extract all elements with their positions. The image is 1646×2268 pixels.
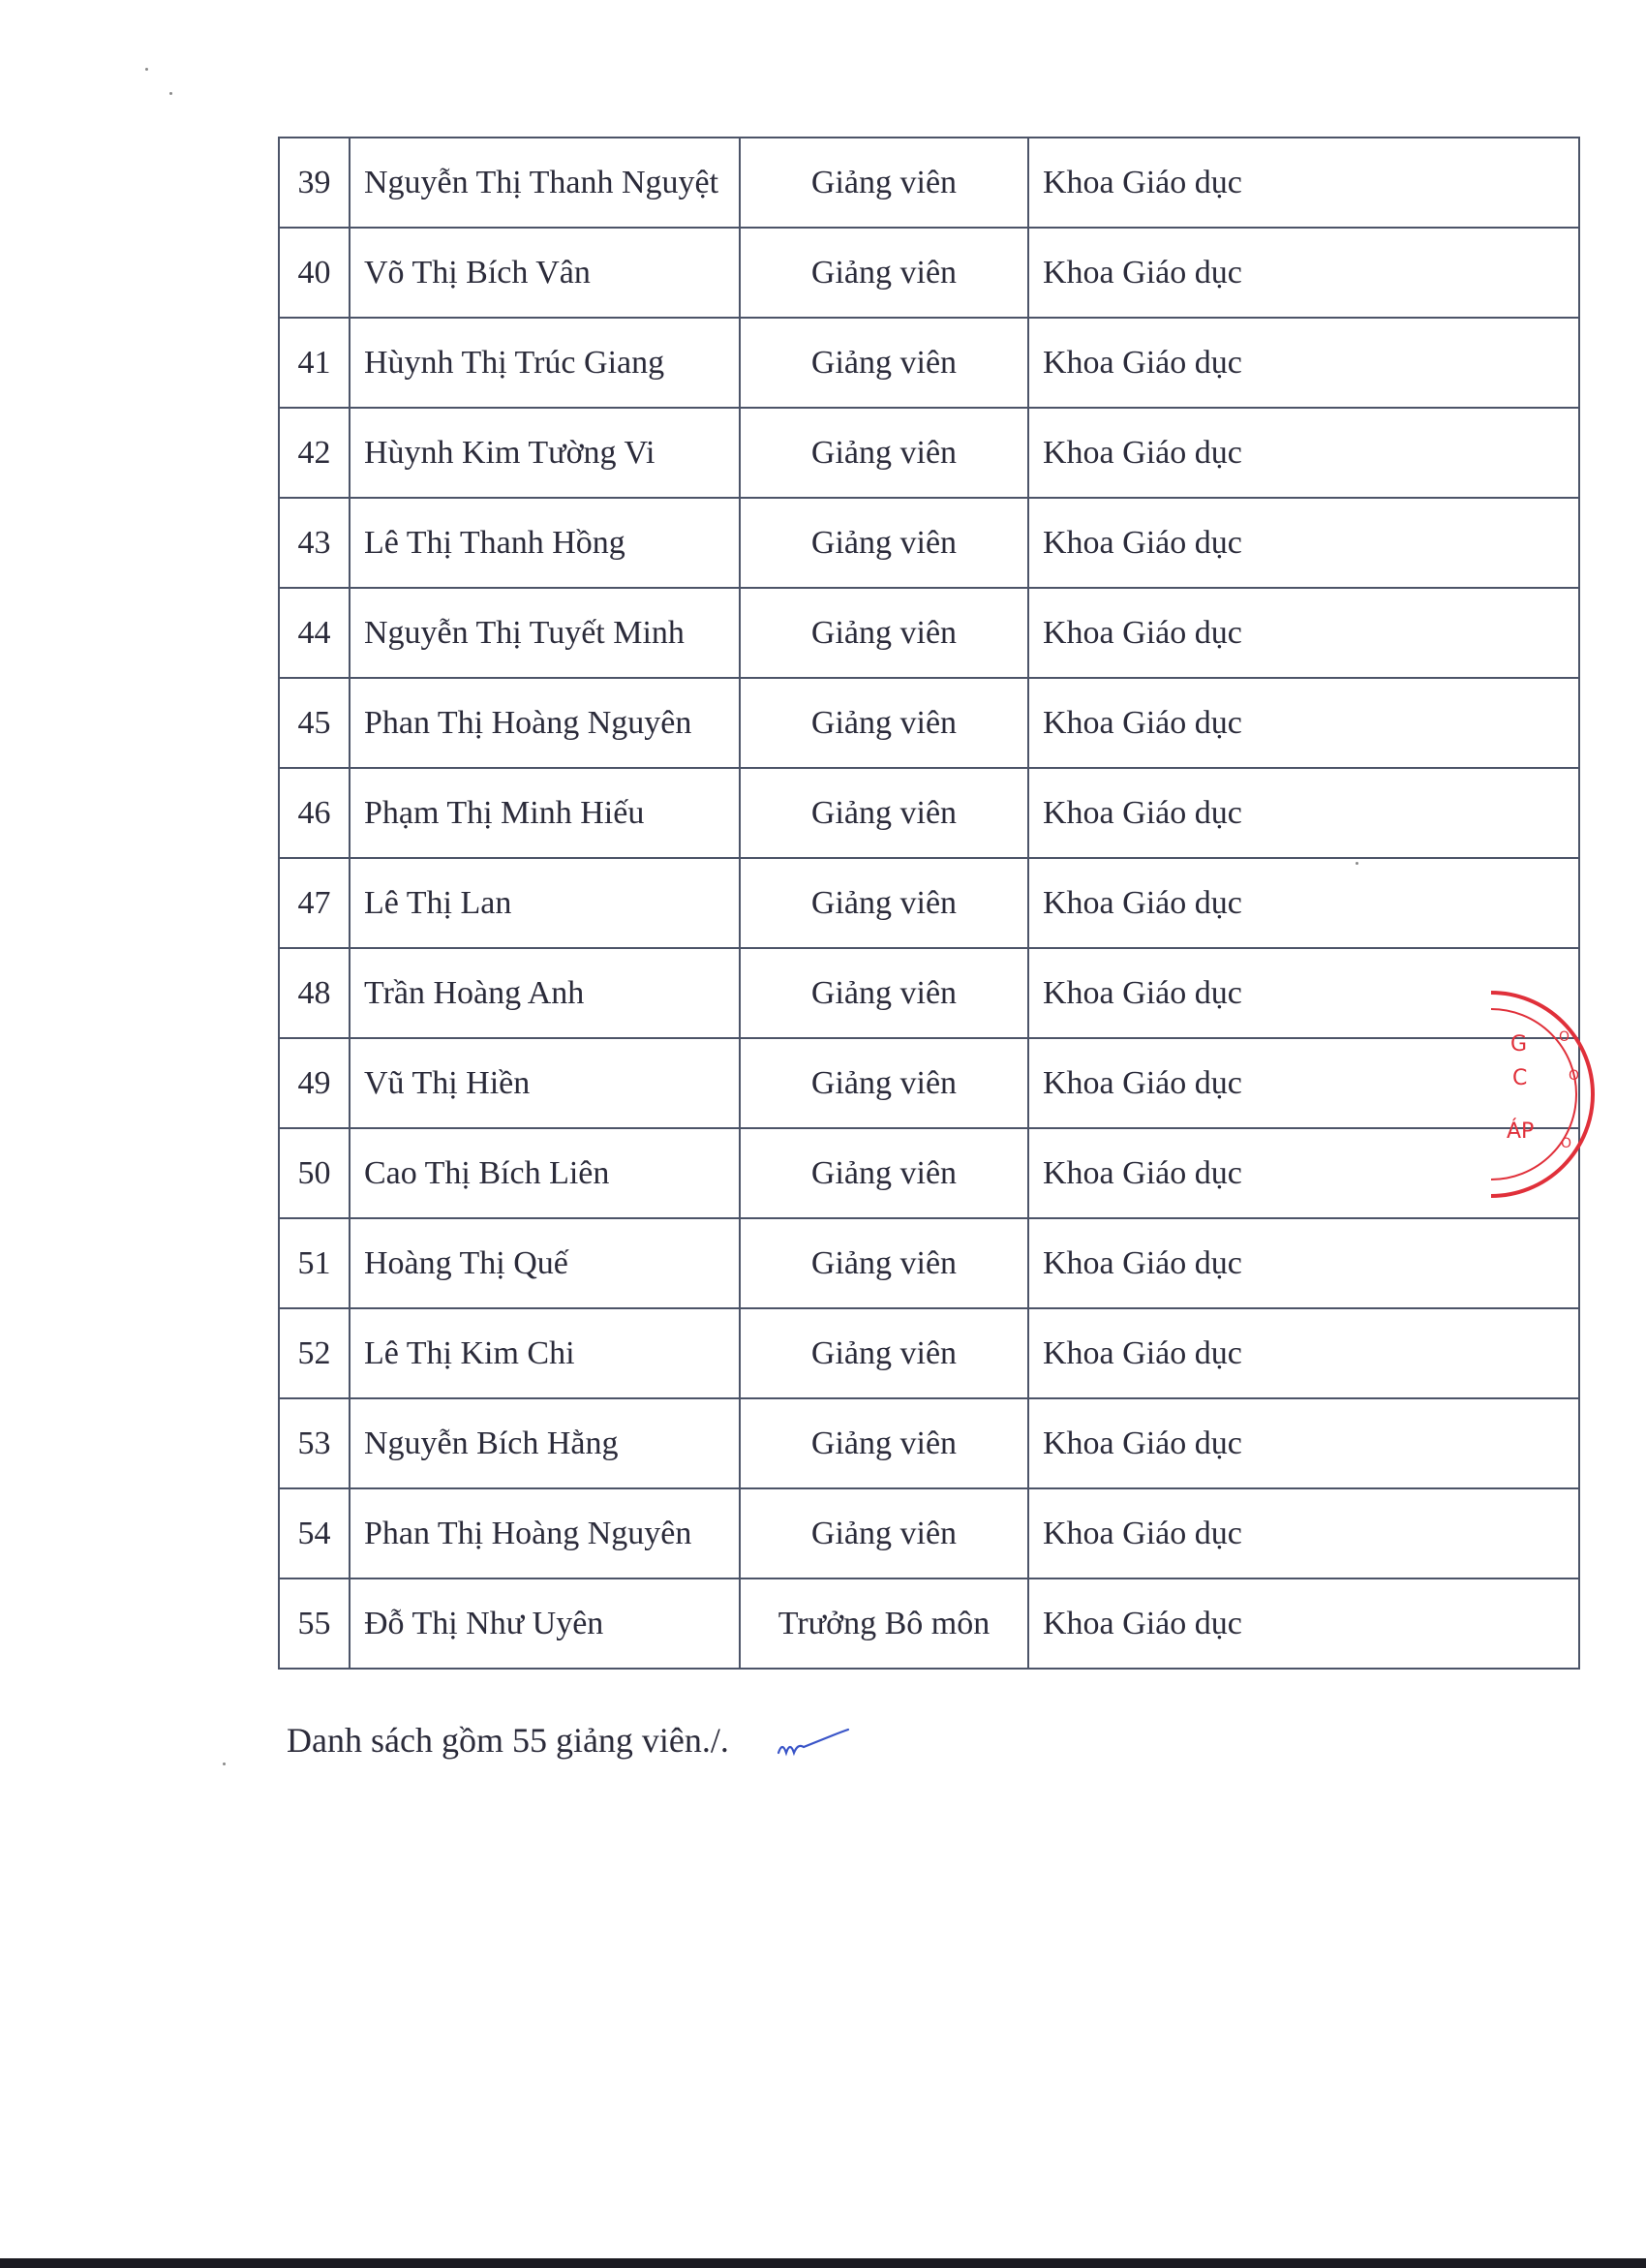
table-row bbox=[279, 678, 1579, 768]
stt-cell: 54 bbox=[279, 1488, 350, 1578]
official-seal-stamp bbox=[1491, 959, 1607, 1230]
unit-cell: Khoa Giáo dục bbox=[1028, 678, 1579, 768]
table-row bbox=[279, 408, 1579, 498]
name-cell: Hoàng Thị Quế bbox=[350, 1218, 740, 1308]
stt-cell: 50 bbox=[279, 1128, 350, 1218]
name-cell: Phạm Thị Minh Hiếu bbox=[350, 768, 740, 858]
table-row bbox=[279, 858, 1579, 948]
stt-cell: 45 bbox=[279, 678, 350, 768]
name-cell: Hùynh Thị Trúc Giang bbox=[350, 318, 740, 408]
position-cell: Giảng viên bbox=[740, 768, 1028, 858]
position-cell: Giảng viên bbox=[740, 1218, 1028, 1308]
unit-cell: Khoa Giáo dục bbox=[1028, 1038, 1579, 1128]
stt-cell: 52 bbox=[279, 1308, 350, 1398]
table-row bbox=[279, 498, 1579, 588]
stt-cell: 42 bbox=[279, 408, 350, 498]
name-cell: Nguyễn Bích Hằng bbox=[350, 1398, 740, 1488]
stt-cell: 51 bbox=[279, 1218, 350, 1308]
closing-note: Danh sách gồm 55 giảng viên./. bbox=[287, 1721, 729, 1760]
position-cell: Giảng viên bbox=[740, 948, 1028, 1038]
svg-text:ÁP: ÁP bbox=[1507, 1119, 1535, 1144]
name-cell: Lê Thị Lan bbox=[350, 858, 740, 948]
name-cell: Hùynh Kim Tường Vi bbox=[350, 408, 740, 498]
scan-speck bbox=[223, 1762, 226, 1765]
name-cell: Trần Hoàng Anh bbox=[350, 948, 740, 1038]
name-cell: Võ Thị Bích Vân bbox=[350, 228, 740, 318]
position-cell: Trưởng Bô môn bbox=[740, 1578, 1028, 1669]
unit-cell: Khoa Giáo dục bbox=[1028, 498, 1579, 588]
unit-cell: Khoa Giáo dục bbox=[1028, 408, 1579, 498]
svg-text:O: O bbox=[1559, 1029, 1570, 1045]
unit-cell: Khoa Giáo dục bbox=[1028, 1308, 1579, 1398]
position-cell: Giảng viên bbox=[740, 1308, 1028, 1398]
scan-speck bbox=[145, 68, 148, 71]
name-cell: Phan Thị Hoàng Nguyên bbox=[350, 1488, 740, 1578]
scan-edge-bar bbox=[0, 2258, 1646, 2268]
table-row bbox=[279, 948, 1579, 1038]
table-row bbox=[279, 588, 1579, 678]
position-cell: Giảng viên bbox=[740, 1488, 1028, 1578]
stt-cell: 53 bbox=[279, 1398, 350, 1488]
unit-cell: Khoa Giáo dục bbox=[1028, 1578, 1579, 1669]
stt-cell: 46 bbox=[279, 768, 350, 858]
position-cell: Giảng viên bbox=[740, 1128, 1028, 1218]
name-cell: Nguyễn Thị Thanh Nguyệt bbox=[350, 138, 740, 228]
stt-cell: 39 bbox=[279, 138, 350, 228]
unit-cell: Khoa Giáo dục bbox=[1028, 768, 1579, 858]
scan-speck bbox=[1356, 862, 1358, 865]
name-cell: Lê Thị Kim Chi bbox=[350, 1308, 740, 1398]
position-cell: Giảng viên bbox=[740, 1038, 1028, 1128]
table-row bbox=[279, 1308, 1579, 1398]
table-row bbox=[279, 318, 1579, 408]
stt-cell: 43 bbox=[279, 498, 350, 588]
table-row bbox=[279, 1128, 1579, 1218]
name-cell: Đỗ Thị Như Uyên bbox=[350, 1578, 740, 1669]
stt-cell: 49 bbox=[279, 1038, 350, 1128]
position-cell: Giảng viên bbox=[740, 138, 1028, 228]
name-cell: Lê Thị Thanh Hồng bbox=[350, 498, 740, 588]
position-cell: Giảng viên bbox=[740, 588, 1028, 678]
table-row bbox=[279, 228, 1579, 318]
unit-cell: Khoa Giáo dục bbox=[1028, 1398, 1579, 1488]
unit-cell: Khoa Giáo dục bbox=[1028, 1488, 1579, 1578]
table-row bbox=[279, 1218, 1579, 1308]
unit-cell: Khoa Giáo dục bbox=[1028, 948, 1579, 1038]
stt-cell: 48 bbox=[279, 948, 350, 1038]
name-cell: Vũ Thị Hiền bbox=[350, 1038, 740, 1128]
unit-cell: Khoa Giáo dục bbox=[1028, 138, 1579, 228]
table-row bbox=[279, 1038, 1579, 1128]
staff-table-container bbox=[278, 137, 1578, 1670]
unit-cell: Khoa Giáo dục bbox=[1028, 1128, 1579, 1218]
unit-cell: Khoa Giáo dục bbox=[1028, 858, 1579, 948]
position-cell: Giảng viên bbox=[740, 498, 1028, 588]
name-cell: Nguyễn Thị Tuyết Minh bbox=[350, 588, 740, 678]
table-row bbox=[279, 138, 1579, 228]
stt-cell: 47 bbox=[279, 858, 350, 948]
stt-cell: 41 bbox=[279, 318, 350, 408]
name-cell: Cao Thị Bích Liên bbox=[350, 1128, 740, 1218]
staff-table-body bbox=[279, 138, 1579, 1669]
svg-text:C: C bbox=[1512, 1066, 1528, 1090]
position-cell: Giảng viên bbox=[740, 318, 1028, 408]
position-cell: Giảng viên bbox=[740, 678, 1028, 768]
position-cell: Giảng viên bbox=[740, 228, 1028, 318]
table-row bbox=[279, 1488, 1579, 1578]
handwritten-initials bbox=[775, 1724, 852, 1762]
name-cell: Phan Thị Hoàng Nguyên bbox=[350, 678, 740, 768]
table-row bbox=[279, 1578, 1579, 1669]
table-row bbox=[279, 1398, 1579, 1488]
stt-cell: 55 bbox=[279, 1578, 350, 1669]
staff-table bbox=[278, 137, 1580, 1670]
scan-speck bbox=[169, 92, 172, 95]
unit-cell: Khoa Giáo dục bbox=[1028, 318, 1579, 408]
stt-cell: 44 bbox=[279, 588, 350, 678]
unit-cell: Khoa Giáo dục bbox=[1028, 228, 1579, 318]
svg-text:G: G bbox=[1510, 1032, 1528, 1057]
position-cell: Giảng viên bbox=[740, 1398, 1028, 1488]
svg-text:O: O bbox=[1569, 1068, 1580, 1084]
table-row bbox=[279, 768, 1579, 858]
unit-cell: Khoa Giáo dục bbox=[1028, 1218, 1579, 1308]
position-cell: Giảng viên bbox=[740, 858, 1028, 948]
position-cell: Giảng viên bbox=[740, 408, 1028, 498]
unit-cell: Khoa Giáo dục bbox=[1028, 588, 1579, 678]
svg-text:O: O bbox=[1561, 1136, 1572, 1151]
stt-cell: 40 bbox=[279, 228, 350, 318]
